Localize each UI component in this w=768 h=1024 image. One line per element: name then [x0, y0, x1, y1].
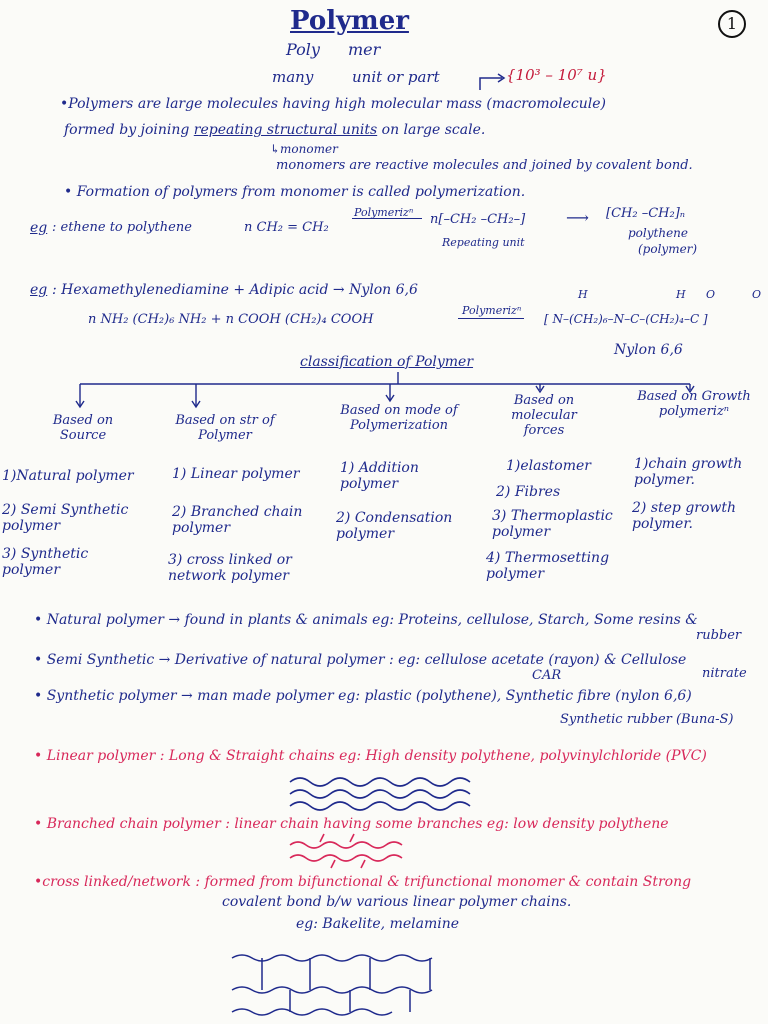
nylon-label: Nylon 6,6: [614, 342, 683, 358]
eg2-o-label: O: [706, 288, 716, 301]
note-cross-linked: •cross linked/network : formed from bifunctional & trifunctional monomer & contain Strong: [34, 874, 692, 890]
note-semi-cont: nitrate: [702, 666, 747, 681]
eg1-text: : ethene to polythene: [52, 220, 192, 235]
eg2-reaction-arrow: [458, 318, 524, 319]
etymology-poly: Poly: [286, 40, 320, 59]
etymology-mer: mer: [348, 40, 381, 59]
eg1-arrow-2: ⟶: [566, 208, 589, 227]
eg1-reactant: n CH₂ = CH₂: [244, 220, 329, 235]
class-forces-item-4: 4) Thermosetting polymer: [486, 550, 610, 583]
monomer-definition: monomers are reactive molecules and joined by covalent bond.: [276, 158, 693, 173]
classification-tree: [76, 372, 694, 407]
page-number: 1: [718, 10, 746, 38]
note-synthetic: • Synthetic polymer → man made polymer eg: plastic (polythene), Synthetic fibre (nylon 6,6): [34, 688, 692, 704]
polymerization-definition: • Formation of polymers from monomer is called polymerization.: [64, 184, 526, 200]
definition-line-2: formed by joining repeating structural units on large scale.: [64, 122, 486, 138]
etymology-unit: unit or part: [352, 68, 440, 86]
eg1-reaction-arrow: [352, 218, 422, 219]
class-growth-item-2: 2) step growth polymer.: [632, 500, 737, 533]
class-structure-item-3: 3) cross linked or network polymer: [168, 552, 292, 585]
eg1-product: n[–CH₂ –CH₂–]: [430, 212, 526, 227]
note-natural-cont: rubber: [696, 628, 742, 643]
repeating-unit-label: Repeating unit: [442, 236, 525, 249]
network-sketch: [232, 955, 432, 1015]
eg-label-1: eg: [30, 220, 48, 236]
class-mode-item-2: 2) Condensation polymer: [336, 510, 453, 543]
class-growth-item-1: 1)chain growth polymer.: [634, 456, 743, 489]
eg1-polythene-formula: [CH₂ –CH₂]ₙ: [606, 206, 686, 221]
class-col-source-head: Based on Source: [52, 413, 114, 443]
eg2-reactants: n NH₂ (CH₂)₆ NH₂ + n COOH (CH₂)₄ COOH: [88, 312, 374, 327]
range-arrow: [480, 78, 502, 90]
class-source-item-2: 2) Semi Synthetic polymer: [2, 502, 129, 535]
class-forces-item-2: 2) Fibres: [496, 484, 561, 500]
class-col-forces-head: Based on molecular forces: [511, 393, 577, 438]
class-forces-item-1: 1)elastomer: [506, 458, 591, 474]
branched-chain-sketch: [290, 834, 402, 868]
eg2-h-label-2: H: [676, 288, 686, 301]
note-cross-cont: covalent bond b/w various linear polymer chains.: [222, 894, 572, 910]
class-source-item-3: 3) Synthetic polymer: [2, 546, 89, 579]
class-structure-item-2: 2) Branched chain polymer: [172, 504, 303, 537]
eg-label-2: eg: [30, 282, 48, 298]
note-semi-synthetic: • Semi Synthetic → Derivative of natural polymer : eg: cellulose acetate (rayon) & Cellulose: [34, 652, 687, 668]
class-mode-item-1: 1) Addition polymer: [340, 460, 419, 493]
class-source-item-1: 1)Natural polymer: [2, 468, 134, 484]
eg2-o-label-2: O: [752, 288, 762, 301]
eg2-arrow-label: Polymerizⁿ: [462, 304, 522, 317]
mass-range: {10³ – 10⁷ u}: [506, 66, 607, 84]
note-semi-car: CAR: [532, 668, 562, 683]
definition-line-1: •Polymers are large molecules having high molecular mass (macromolecule): [60, 96, 606, 112]
note-linear: • Linear polymer : Long & Straight chains eg: High density polythene, polyvinylchloride (PVC): [34, 748, 707, 764]
monomer-arrow-label: ↳monomer: [270, 142, 338, 156]
class-structure-item-1: 1) Linear polymer: [172, 466, 300, 482]
class-col-mode-head: Based on mode of Polymerization: [340, 403, 458, 433]
polythene-note: (polymer): [638, 242, 698, 256]
linear-chain-sketch: [290, 778, 470, 810]
classification-heading: classification of Polymer: [300, 354, 474, 370]
class-col-structure-head: Based on str of Polymer: [175, 413, 275, 443]
page-title: Polymer: [290, 6, 409, 36]
eg2-h-label: H: [578, 288, 588, 301]
note-branched: • Branched chain polymer : linear chain having some branches eg: low density polythene: [34, 816, 669, 832]
eg2-text: : Hexamethylenediamine + Adipic acid → Nylon 6,6: [52, 282, 418, 298]
note-synthetic-cont: Synthetic rubber (Buna-S): [560, 712, 734, 727]
eg2-product: [ N–(CH₂)₆–N–C–(CH₂)₄–C ]: [544, 312, 708, 326]
class-col-growth-head: Based on Growth polymerizⁿ: [637, 389, 751, 419]
note-natural: • Natural polymer → found in plants & animals eg: Proteins, cellulose, Starch, Some resins &: [34, 612, 698, 628]
note-cross-eg: eg: Bakelite, melamine: [296, 916, 460, 932]
etymology-many: many: [272, 68, 314, 86]
class-forces-item-3: 3) Thermoplastic polymer: [492, 508, 613, 541]
polythene-label: polythene: [628, 226, 689, 240]
eg1-arrow-label: Polymerizⁿ: [354, 206, 414, 219]
